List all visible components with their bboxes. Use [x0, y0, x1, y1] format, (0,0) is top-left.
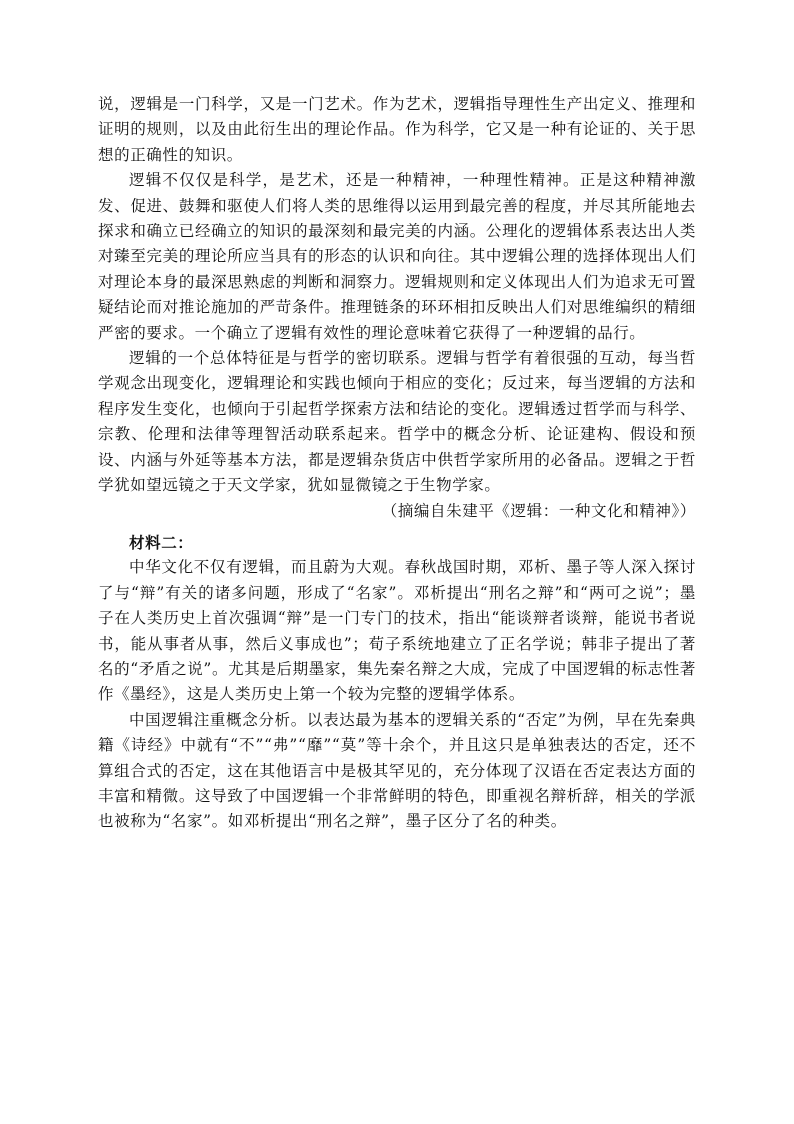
paragraph-continuation: 说，逻辑是一门科学，又是一门艺术。作为艺术，逻辑指导理性生产出定义、推理和证明的规则，以及由此衍生出的理论作品。作为科学，它又是一种有论证的、关于思想的正确性的知识。 — [98, 95, 696, 164]
paragraph-logic-spirit: 逻辑不仅仅是科学，是艺术，还是一种精神，一种理性精神。正是这种精神激发、促进、鼓舞和驱使人们将人类的思维得以运用到最完善的程度，并尽其所能地去探求和确立已经确立的知识的最深刻和最完美的内涵。公理化的逻辑体系表达出人类对臻至完美的理论所应当具有的形态的认识和向往。其中逻辑公理的选择体现出人们对理论本身的最深思熟虑的判断和洞察力。逻辑规则和定义体现出人们为追求无可置疑结论而对推论施加的严苛条件。推理链条的环环相扣反映出人们对思维编织的精细严密的要求。一个确立了逻辑有效性的理论意味着它获得了一种逻辑的品行。 — [98, 171, 696, 342]
material-two-heading: 材料二： — [129, 532, 194, 552]
paragraph-concept-analysis: 中国逻辑注重概念分析。以表达最为基本的逻辑关系的“否定”为例，早在先秦典籍《诗经》中就有“不”“弗”“靡”“莫”等十余个，并且这只是单独表达的否定，还不算组合式的否定，这在其他语言中是极其罕见的，充分体现了汉语在否定表达方面的丰富和精微。这导致了中国逻辑一个非常鲜明的特色，即重视名辩析辞，相关的学派也被称为“名家”。如邓析提出“刑名之辩”，墨子区分了名的种类。 — [98, 710, 696, 831]
paragraph-logic-philosophy: 逻辑的一个总体特征是与哲学的密切联系。逻辑与哲学有着很强的互动，每当哲学观念出现变化，逻辑理论和实践也倾向于相应的变化；反过来，每当逻辑的方法和程序发生变化，也倾向于引起哲学探索方法和结论的变化。逻辑透过哲学而与科学、宗教、伦理和法律等理智活动联系起来。哲学中的概念分析、论证建构、假设和预设、内涵与外延等基本方法，都是逻辑杂货店中供哲学家所用的必备品。逻辑之于哲学犹如望远镜之于天文学家，犹如显微镜之于生物学家。 — [98, 349, 696, 495]
paragraph-chinese-logic: 中华文化不仅有逻辑，而且蔚为大观。春秋战国时期，邓析、墨子等人深入探讨了与“辩”有关的诸多问题，形成了“名家”。邓析提出“刑名之辩”和“两可之说”；墨子在人类历史上首次强调“辩”是一门专门的技术，指出“能谈辩者谈辩，能说书者说书，能从事者从事，然后义事成也”；荀子系统地建立了正名学说；韩非子提出了著名的“矛盾之说”。尤其是后期墨家，集先秦名辩之大成，完成了中国逻辑的标志性著作《墨经》，这是人类历史上第一个较为完整的逻辑学体系。 — [98, 558, 696, 704]
document-page — [98, 92, 696, 835]
source-citation: （摘编自朱建平《逻辑：一种文化和精神》） — [381, 501, 696, 520]
